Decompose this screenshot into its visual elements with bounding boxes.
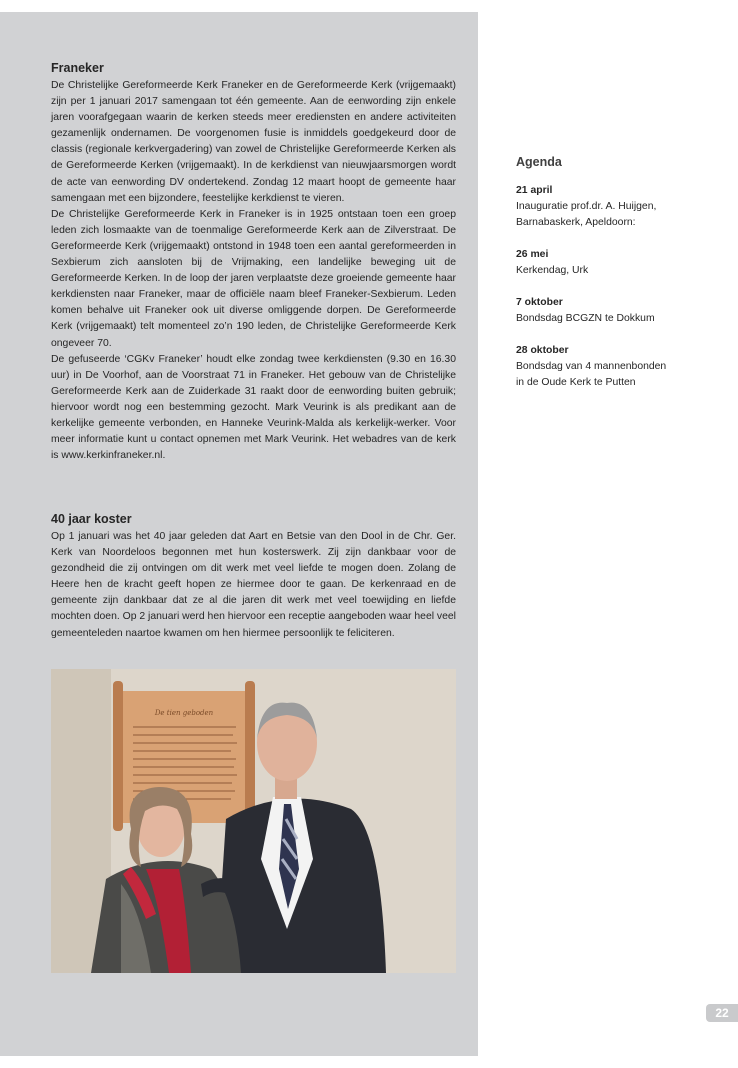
agenda-date: 26 mei <box>516 249 549 260</box>
article-paragraph: De gefuseerde ‘CGKv Franeker’ houdt elke zondag twee kerkdiensten (9.30 en 16.30 uur) in De Voorhof, aan de Voorstraat 71 in Franeker. Het gebouw van de Christelijke Gereformeerde Kerk aan de Zuiderkade 31 raakt door de eenwording buiten gebruik; hiervoor wordt nog een bestemming gezocht. Mark Veurink is als predikant aan de kerkelijke gemeente verbonden, en Hanneke Veurink-Malda als kerkelijk-werker. Voor meer informatie kunt u contact opnemen met Mark Veurink. Het webadres van de kerk is www.kerkinfraneker.nl. <box>51 353 456 462</box>
article-title: 40 jaar koster <box>51 512 132 526</box>
agenda-item <box>516 295 716 327</box>
agenda-line: Bondsdag BCGZN te Dokkum <box>516 313 655 324</box>
agenda-line: Kerkendag, Urk <box>516 265 589 276</box>
article-paragraph: De Christelijke Gereformeerde Kerk in Franeker is in 1925 ontstaan toen een groep leden zich losmaakte van de toenmalige Gereformeerde Kerk aan de Zilverstraat. De Gereformeerde Kerk (vrijgemaakt) ontstond in 1948 toen een aantal gereformeerden in Sexbierum zich aansloten bij de Vrijmaking, een landelijke beweging uit de Gereformeerde Kerken. In de loop der jaren verplaatste deze groeiende gemeente haar kerkdiensten naar Franeker, maar de officiële naam bleef Franeker-Sexbierum. Leden komen behalve uit Franeker ook uit diverse omliggende dorpen. De Gereformeerde Kerk (vrijgemaakt) telt momenteel zo’n 190 leden, de Christelijke Gereformeerde Kerk ongeveer 70. <box>51 208 456 349</box>
plaque-title: De tien geboden <box>154 709 214 717</box>
agenda-sidebar <box>516 155 716 407</box>
agenda-date: 7 oktober <box>516 297 563 308</box>
agenda-line: Inauguratie prof.dr. A. Huijgen, <box>516 201 657 212</box>
page-number-badge: 22 <box>706 1004 738 1022</box>
article-title: Franeker <box>51 61 104 75</box>
agenda-line: Barnabaskerk, Apeldoorn: <box>516 217 636 228</box>
agenda-title: Agenda <box>516 155 562 169</box>
article-franeker <box>51 60 456 464</box>
agenda-date: 21 april <box>516 185 553 196</box>
agenda-item <box>516 247 716 279</box>
article-paragraph: De Christelijke Gereformeerde Kerk Franeker en de Gereformeerde Kerk (vrijgemaakt) zijn per 1 januari 2017 samengaan tot één gemeente. Aan de eenwording zijn enkele jaren voorafgegaan waarin de kerken steeds meer erediensten en andere activiteiten gezamenlijk ondernamen. De voorgenomen fusie is inmiddels goedgekeurd door de classis (regionale kerkvergadering) van zowel de Christelijke Gereformeerde Kerken als de Gereformeerde Kerken (vrijgemaakt). In de kerkdienst van nieuwjaarsmorgen wordt de acte van eenwording DV ondertekend. Zondag 12 maart hoopt de gemeente haar samengaan met een bijzondere, feestelijke kerkdienst te vieren. <box>51 80 456 204</box>
article-40-jaar-koster <box>51 511 456 642</box>
agenda-line: Bondsdag van 4 mannenbonden <box>516 361 667 372</box>
article-paragraph: Op 1 januari was het 40 jaar geleden dat Aart en Betsie van den Dool in de Chr. Ger. Kerk van Noordeloos begonnen met hun kosterswerk. Zij zijn dankbaar voor de gezondheid die zij ontvingen om dit werk met veel liefde te mogen doen. Zolang de Heere hen de kracht geeft hopen ze hiermee door te gaan. De kerkenraad en de gemeente zijn dankbaar dat ze al die jaren dit werk met veel toewijding en liefde mochten doen. Op 2 januari werd hen hiervoor een receptie aangeboden waar heel veel gemeenteleden naartoe kwamen om hen hiermee persoonlijk te feliciteren. <box>51 531 456 639</box>
koster-couple-photo <box>51 669 456 973</box>
agenda-date: 28 oktober <box>516 345 569 356</box>
agenda-item <box>516 183 716 231</box>
agenda-item <box>516 343 716 391</box>
agenda-line: in de Oude Kerk te Putten <box>516 377 636 388</box>
